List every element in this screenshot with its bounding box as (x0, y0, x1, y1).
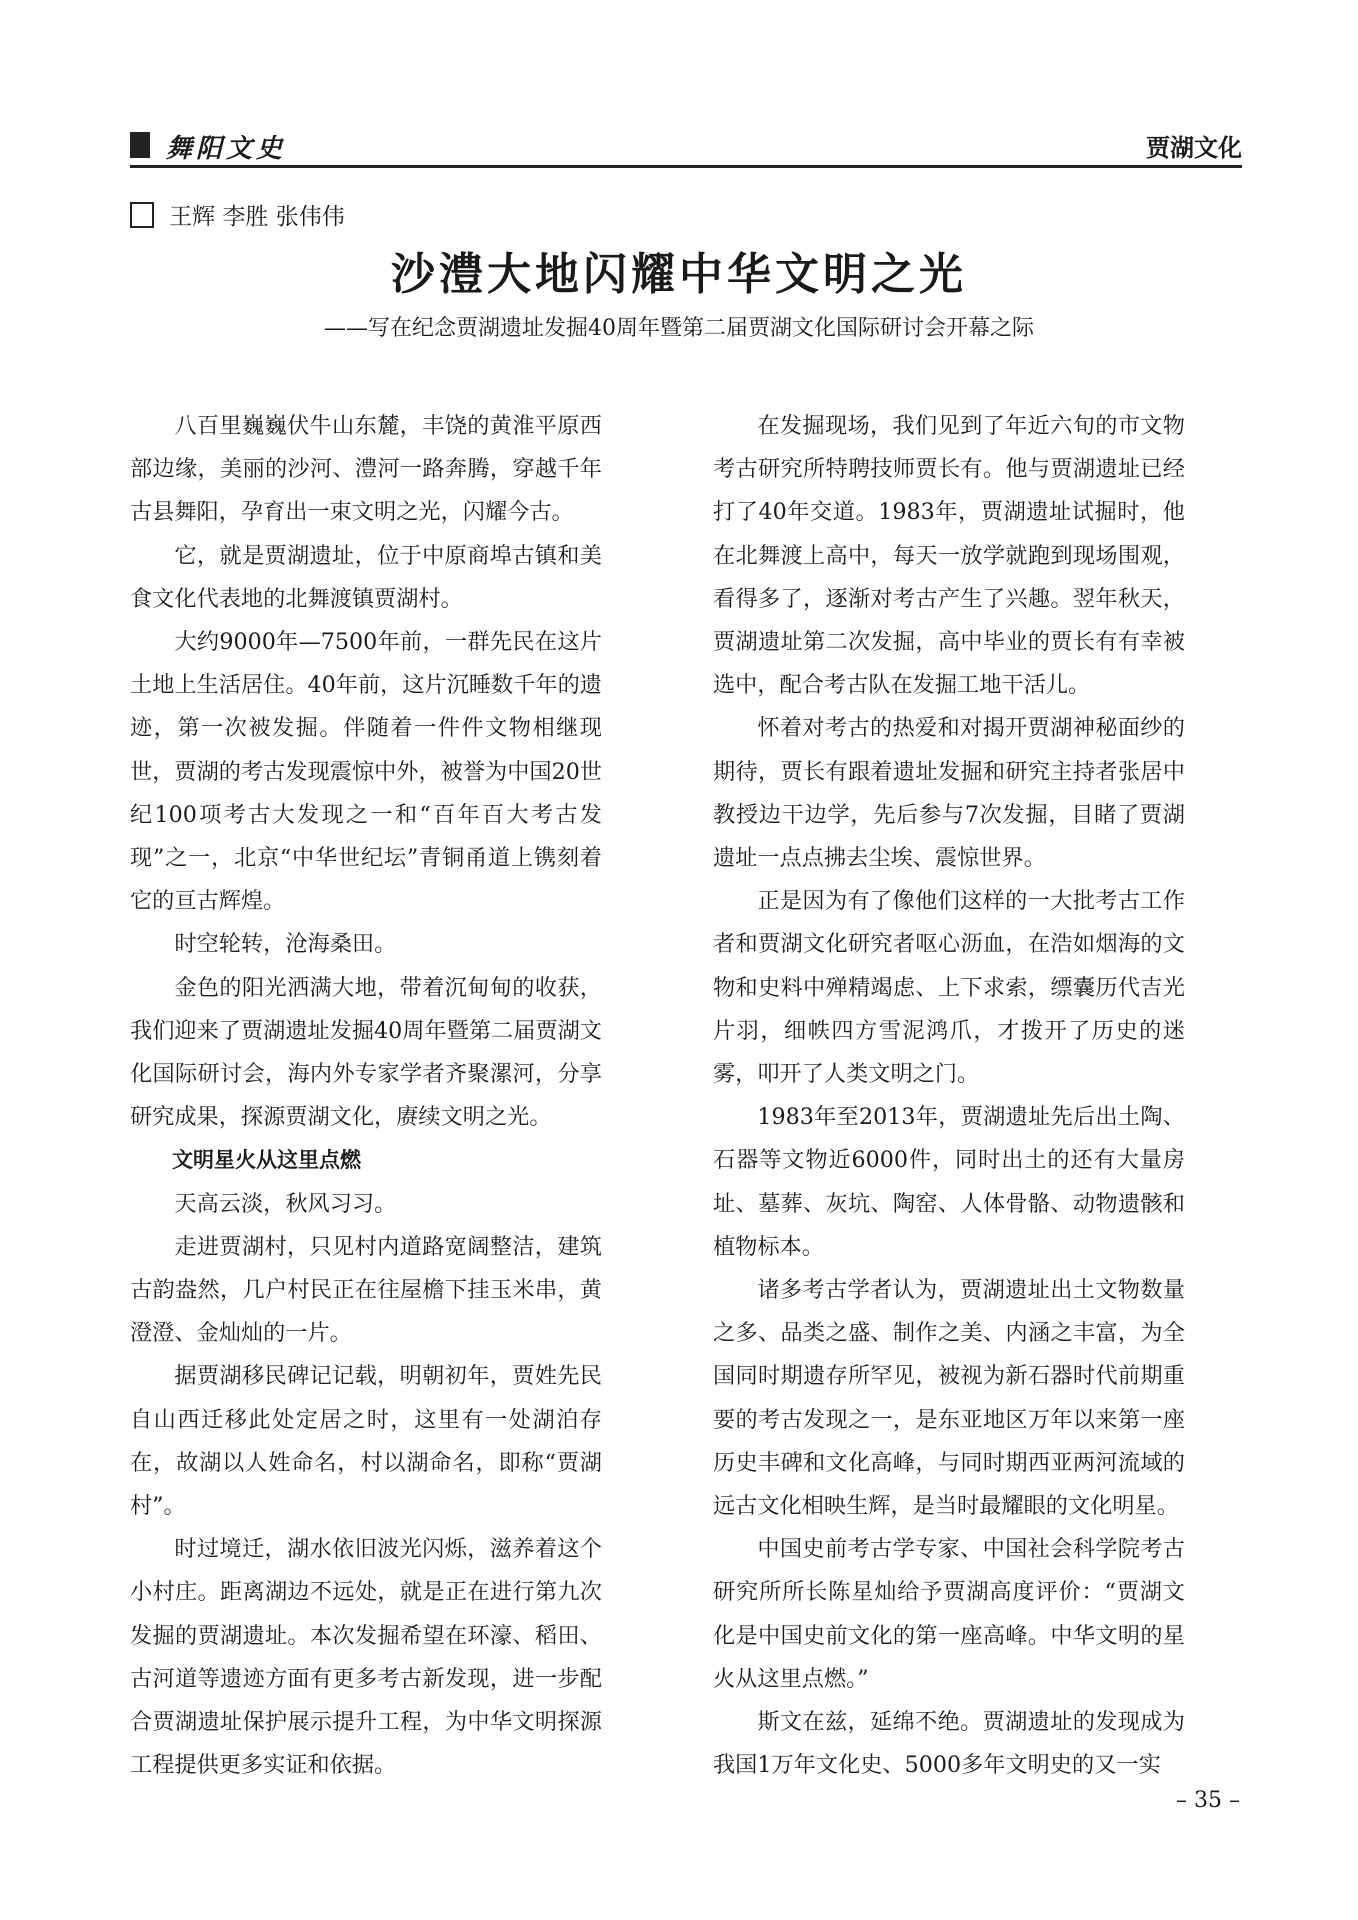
article-subtitle: ——写在纪念贾湖遗址发掘40周年暨第二届贾湖文化国际研讨会开幕之际 (324, 316, 1034, 341)
paragraph: 时空轮转，沧海桑田。 (174, 931, 397, 958)
author-line (130, 198, 345, 228)
header-rule (130, 165, 1242, 168)
section-heading: 文明星火从这里点燃 (172, 1148, 361, 1173)
paragraph: 斯文在兹，延绵不绝。贾湖遗址的发现成为我国1万年文化史、5000多年文明史的又一实 (713, 1709, 1185, 1779)
paragraph: 正是因为有了像他们这样的一大批考古工作者和贾湖文化研究者呕心沥血，在浩如烟海的文物和史料中殚精竭虑、上下求索，缥囊历代吉光片羽，细帙四方雪泥鸿爪，才拨开了历史的迷雾，叩开了人类文明之门。 (713, 888, 1185, 1088)
authors: 王辉 李胜 张伟伟 (169, 204, 345, 230)
left-column (130, 405, 602, 1788)
journal-name: 舞阳文史 (166, 134, 287, 164)
author-box-icon (130, 202, 154, 228)
paragraph: 走进贾湖村，只见村内道路宽阔整洁，建筑古韵盎然，几户村民正在往屋檐下挂玉米串，黄澄澄、金灿灿的一片。 (130, 1233, 602, 1347)
paragraph: 天高云淡，秋风习习。 (174, 1190, 397, 1217)
section-name: 贾湖文化 (1146, 134, 1242, 162)
page-number: – 35 – (1176, 1788, 1240, 1813)
paragraph: 大约9000年—7500年前，一群先民在这片土地上生活居住。40年前，这片沉睡数千年的遗迹，第一次被发掘。伴随着一件件文物相继现世，贾湖的考古发现震惊中外，被誉为中国20世纪100项考古大发现之一和“百年百大考古发现”之一，北京“中华世纪坛”青铜甬道上镌刻着它的亘古辉煌。 (130, 629, 602, 915)
paragraph: 时过境迁，湖水依旧波光闪烁，滋养着这个小村庄。距离湖边不远处，就是正在进行第九次发掘的贾湖遗址。本次发掘希望在环濠、稻田、古河道等遗迹方面有更多考古新发现，进一步配合贾湖遗址保护展示提升工程，为中华文明探源工程提供更多实证和依据。 (130, 1536, 602, 1779)
header-block-mark (130, 132, 150, 158)
article-title: 沙澧大地闪耀中华文明之光 (391, 249, 967, 300)
paragraph: 怀着对考古的热爱和对揭开贾湖神秘面纱的期待，贾长有跟着遗址发掘和研究主持者张居中教授边干边学，先后参与7次发掘，目睹了贾湖遗址一点点拂去尘埃、震惊世界。 (713, 715, 1185, 872)
running-header (130, 128, 1242, 164)
paragraph: 金色的阳光洒满大地，带着沉甸甸的收获，我们迎来了贾湖遗址发掘40周年暨第二届贾湖文化国际研讨会，海内外专家学者齐聚漯河，分享研究成果，探源贾湖文化，赓续文明之光。 (130, 974, 602, 1131)
right-column (713, 405, 1185, 1788)
paragraph: 据贾湖移民碑记记载，明朝初年，贾姓先民自山西迁移此处定居之时，这里有一处湖泊存在，故湖以人姓命名，村以湖命名，即称“贾湖村”。 (130, 1363, 602, 1520)
paragraph: 中国史前考古学专家、中国社会科学院考古研究所所长陈星灿给予贾湖高度评价：“贾湖文化是中国史前文化的第一座高峰。中华文明的星火从这里点燃。” (713, 1536, 1185, 1692)
paragraph: 在发掘现场，我们见到了年近六旬的市文物考古研究所特聘技师贾长有。他与贾湖遗址已经打了40年交道。1983年，贾湖遗址试掘时，他在北舞渡上高中，每天一放学就跑到现场围观，看得多了，逐渐对考古产生了兴趣。翌年秋天，贾湖遗址第二次发掘，高中毕业的贾长有有幸被选中，配合考古队在发掘工地干活儿。 (713, 413, 1185, 699)
paragraph: 八百里巍巍伏牛山东麓，丰饶的黄淮平原西部边缘，美丽的沙河、澧河一路奔腾，穿越千年古县舞阳，孕育出一束文明之光，闪耀今古。 (130, 413, 602, 526)
paragraph: 诸多考古学者认为，贾湖遗址出土文物数量之多、品类之盛、制作之美、内涵之丰富，为全国同时期遗存所罕见，被视为新石器时代前期重要的考古发现之一，是东亚地区万年以来第一座历史丰碑和文化高峰，与同时期西亚两河流域的远古文化相映生辉，是当时最耀眼的文化明星。 (713, 1277, 1185, 1520)
paragraph: 1983年至2013年，贾湖遗址先后出土陶、石器等文物近6000件，同时出土的还有大量房址、墓葬、灰坑、陶窑、人体骨骼、动物遗骸和植物标本。 (713, 1104, 1185, 1260)
paragraph: 它，就是贾湖遗址，位于中原商埠古镇和美食文化代表地的北舞渡镇贾湖村。 (130, 542, 602, 612)
